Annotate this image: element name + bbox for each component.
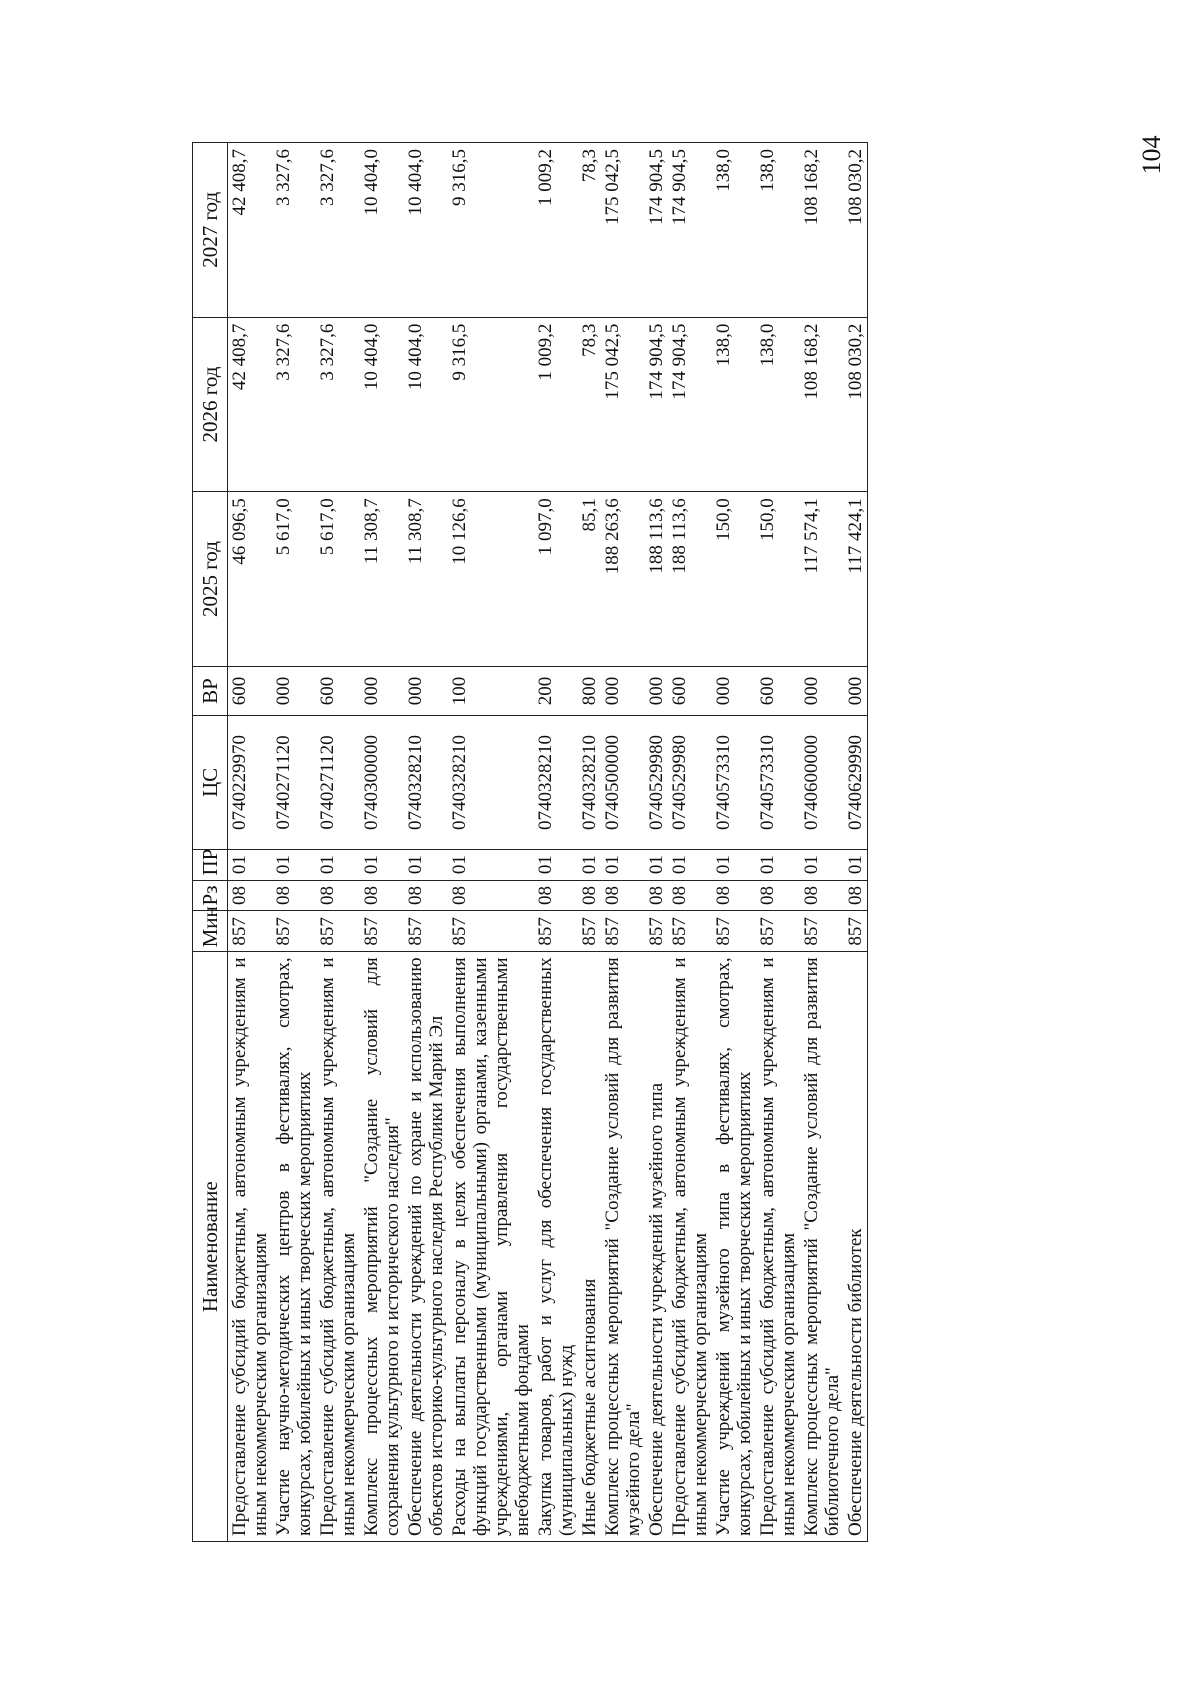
row-2026: 174 904,5: [668, 317, 712, 492]
row-2027: 175 042,5: [601, 143, 645, 318]
row-cs: 0740271120: [272, 716, 316, 850]
table-header-row: [193, 143, 228, 1542]
row-2026: 138,0: [712, 317, 756, 492]
row-cs: 0740328210: [448, 716, 534, 850]
page-number: 104: [1137, 135, 1166, 175]
row-min: 857: [668, 911, 712, 952]
row-name: Предоставление субсидий бюджетным, автономным учреждениям и иным некоммерческим организациям: [228, 952, 273, 1542]
row-vr: 600: [668, 666, 712, 715]
row-pr: 01: [316, 849, 360, 880]
row-pr: 01: [756, 849, 800, 880]
row-2027: 174 904,5: [668, 143, 712, 318]
row-pr: 01: [712, 849, 756, 880]
row-name: Предоставление субсидий бюджетным, автономным учреждениям и иным некоммерческим организациям: [668, 952, 712, 1542]
row-pr: 01: [800, 849, 844, 880]
row-2025: 46 096,5: [228, 492, 273, 667]
row-2025: 117 424,1: [844, 492, 868, 667]
row-2025: 11 308,7: [404, 492, 448, 667]
row-rz: 08: [448, 880, 534, 911]
row-2026: 1 009,2: [534, 317, 578, 492]
row-name: Обеспечение деятельности учреждений по охране и использованию объектов историко-культурного наследия Республики Марий Эл: [404, 952, 448, 1542]
header-cs: ЦС: [193, 716, 228, 850]
row-rz: 08: [844, 880, 868, 911]
header-rz: Рз: [193, 880, 228, 911]
row-2025: 150,0: [756, 492, 800, 667]
row-min: 857: [601, 911, 645, 952]
row-vr: 100: [448, 666, 534, 715]
row-2025: 5 617,0: [272, 492, 316, 667]
table-row: [712, 143, 756, 1542]
row-pr: 01: [578, 849, 601, 880]
row-vr: 600: [228, 666, 273, 715]
row-2025: 5 617,0: [316, 492, 360, 667]
header-pr: ПР: [193, 849, 228, 880]
table-row: [756, 143, 800, 1542]
row-2025: 117 574,1: [800, 492, 844, 667]
row-vr: 000: [844, 666, 868, 715]
row-pr: 01: [601, 849, 645, 880]
table-row: [668, 143, 712, 1542]
row-2026: 3 327,6: [272, 317, 316, 492]
row-vr: 200: [534, 666, 578, 715]
row-min: 857: [316, 911, 360, 952]
header-2025: 2025 год: [193, 492, 228, 667]
row-2026: 42 408,7: [228, 317, 273, 492]
row-name: Обеспечение деятельности библиотек: [844, 952, 868, 1542]
row-min: 857: [228, 911, 273, 952]
rotated-table-container: [192, 142, 1062, 1542]
row-pr: 01: [360, 849, 404, 880]
row-cs: 0740573310: [756, 716, 800, 850]
table-row: [360, 143, 404, 1542]
row-2026: 10 404,0: [360, 317, 404, 492]
row-2027: 108 168,2: [800, 143, 844, 318]
row-2025: 188 263,6: [601, 492, 645, 667]
row-rz: 08: [272, 880, 316, 911]
row-2027: 3 327,6: [316, 143, 360, 318]
table-row: [578, 143, 601, 1542]
table-row: [316, 143, 360, 1542]
row-2027: 78,3: [578, 143, 601, 318]
row-name: Участие научно-методических центров в фестивалях, смотрах, конкурсах, юбилейных и иных творческих мероприятиях: [272, 952, 316, 1542]
header-2026: 2026 год: [193, 317, 228, 492]
row-min: 857: [712, 911, 756, 952]
row-vr: 800: [578, 666, 601, 715]
row-2025: 188 113,6: [645, 492, 668, 667]
row-cs: 0740271120: [316, 716, 360, 850]
table-row: [404, 143, 448, 1542]
row-rz: 08: [228, 880, 273, 911]
row-2025: 11 308,7: [360, 492, 404, 667]
row-2027: 9 316,5: [448, 143, 534, 318]
row-name: Предоставление субсидий бюджетным, автономным учреждениям и иным некоммерческим организациям: [756, 952, 800, 1542]
row-cs: 0740529980: [645, 716, 668, 850]
row-vr: 000: [601, 666, 645, 715]
table-row: [228, 143, 273, 1542]
row-vr: 600: [316, 666, 360, 715]
table-row: [645, 143, 668, 1542]
table-row: [534, 143, 578, 1542]
row-vr: 000: [645, 666, 668, 715]
row-2027: 1 009,2: [534, 143, 578, 318]
row-min: 857: [844, 911, 868, 952]
row-min: 857: [534, 911, 578, 952]
table-row: [844, 143, 868, 1542]
row-name: Закупка товаров, работ и услуг для обеспечения государственных (муниципальных) нужд: [534, 952, 578, 1542]
row-2025: 85,1: [578, 492, 601, 667]
row-pr: 01: [272, 849, 316, 880]
header-name: Наименование: [193, 952, 228, 1542]
row-cs: 0740500000: [601, 716, 645, 850]
row-2026: 138,0: [756, 317, 800, 492]
row-rz: 08: [756, 880, 800, 911]
row-2026: 10 404,0: [404, 317, 448, 492]
row-rz: 08: [578, 880, 601, 911]
row-2027: 138,0: [712, 143, 756, 318]
row-2026: 78,3: [578, 317, 601, 492]
row-2027: 108 030,2: [844, 143, 868, 318]
row-cs: 0740328210: [404, 716, 448, 850]
row-name: Расходы на выплаты персоналу в целях обеспечения выполнения функций государственными (муниципальными) органами, казенными учреждениями, органами управления государственными внебюджетными фондами: [448, 952, 534, 1542]
row-2027: 3 327,6: [272, 143, 316, 318]
row-min: 857: [645, 911, 668, 952]
row-min: 857: [800, 911, 844, 952]
row-cs: 0740600000: [800, 716, 844, 850]
row-rz: 08: [360, 880, 404, 911]
row-vr: 000: [360, 666, 404, 715]
row-pr: 01: [668, 849, 712, 880]
header-vr: ВР: [193, 666, 228, 715]
row-min: 857: [448, 911, 534, 952]
row-rz: 08: [668, 880, 712, 911]
row-vr: 000: [404, 666, 448, 715]
row-cs: 0740629990: [844, 716, 868, 850]
row-rz: 08: [601, 880, 645, 911]
row-name: Комплекс процессных мероприятий "Создание условий для сохранения культурного и исторического наследия": [360, 952, 404, 1542]
row-2026: 175 042,5: [601, 317, 645, 492]
row-2027: 10 404,0: [404, 143, 448, 318]
row-2025: 188 113,6: [668, 492, 712, 667]
row-cs: 0740573310: [712, 716, 756, 850]
row-pr: 01: [448, 849, 534, 880]
row-vr: 000: [272, 666, 316, 715]
row-cs: 0740229970: [228, 716, 273, 850]
row-2026: 3 327,6: [316, 317, 360, 492]
row-rz: 08: [316, 880, 360, 911]
row-cs: 0740529980: [668, 716, 712, 850]
row-vr: 000: [712, 666, 756, 715]
row-2025: 1 097,0: [534, 492, 578, 667]
row-name: Комплекс процессных мероприятий "Создание условий для развития библиотечного дела": [800, 952, 844, 1542]
row-rz: 08: [404, 880, 448, 911]
header-min: Мин: [193, 911, 228, 952]
table-row: [601, 143, 645, 1542]
row-pr: 01: [844, 849, 868, 880]
row-rz: 08: [800, 880, 844, 911]
table-row: [448, 143, 534, 1542]
row-min: 857: [360, 911, 404, 952]
row-pr: 01: [404, 849, 448, 880]
row-2027: 42 408,7: [228, 143, 273, 318]
row-rz: 08: [645, 880, 668, 911]
row-cs: 0740328210: [578, 716, 601, 850]
row-2027: 174 904,5: [645, 143, 668, 318]
row-name: Комплекс процессных мероприятий "Создание условий для развития музейного дела": [601, 952, 645, 1542]
row-min: 857: [578, 911, 601, 952]
row-vr: 000: [800, 666, 844, 715]
row-pr: 01: [534, 849, 578, 880]
row-2025: 150,0: [712, 492, 756, 667]
row-min: 857: [756, 911, 800, 952]
row-cs: 0740328210: [534, 716, 578, 850]
row-min: 857: [404, 911, 448, 952]
row-rz: 08: [534, 880, 578, 911]
row-rz: 08: [712, 880, 756, 911]
row-name: Обеспечение деятельности учреждений музейного типа: [645, 952, 668, 1542]
row-2027: 138,0: [756, 143, 800, 318]
row-2026: 174 904,5: [645, 317, 668, 492]
row-name: Предоставление субсидий бюджетным, автономным учреждениям и иным некоммерческим организациям: [316, 952, 360, 1542]
row-2027: 10 404,0: [360, 143, 404, 318]
table-row: [272, 143, 316, 1542]
row-name: Участие учреждений музейного типа в фестивалях, смотрах, конкурсах, юбилейных и иных творческих мероприятиях: [712, 952, 756, 1542]
table-row: [800, 143, 844, 1542]
row-vr: 600: [756, 666, 800, 715]
row-2026: 108 030,2: [844, 317, 868, 492]
budget-table: [192, 142, 868, 1542]
row-name: Иные бюджетные ассигнования: [578, 952, 601, 1542]
row-2025: 10 126,6: [448, 492, 534, 667]
row-2026: 108 168,2: [800, 317, 844, 492]
row-2026: 9 316,5: [448, 317, 534, 492]
row-pr: 01: [228, 849, 273, 880]
row-min: 857: [272, 911, 316, 952]
header-2027: 2027 год: [193, 143, 228, 318]
row-cs: 0740300000: [360, 716, 404, 850]
row-pr: 01: [645, 849, 668, 880]
